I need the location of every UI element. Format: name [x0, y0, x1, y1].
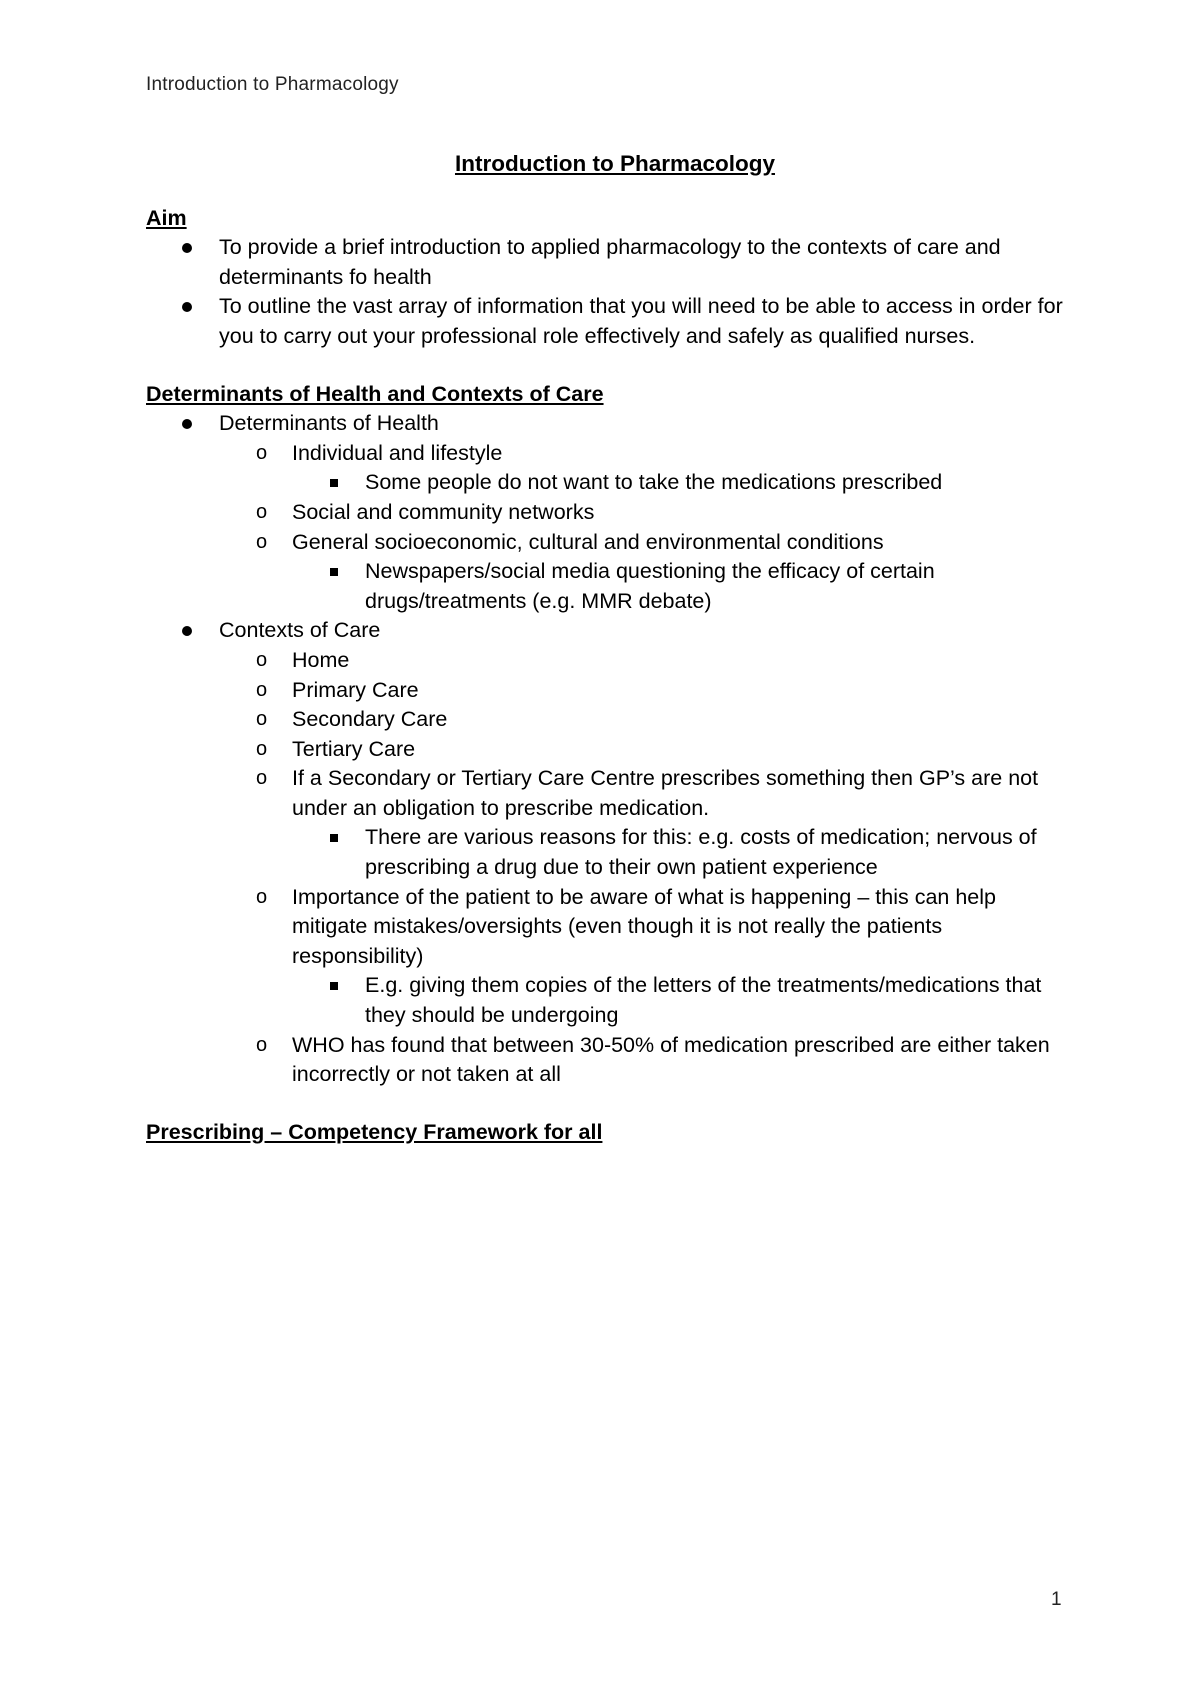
list-item	[146, 646, 1076, 676]
list-item-text: There are various reasons for this: e.g. costs of medication; nervous of prescribing a drug due to their own patient experience	[365, 825, 1037, 880]
bullet-icon	[182, 626, 192, 636]
contexts-of-care-list	[146, 1031, 1076, 1090]
list-item	[146, 292, 1076, 351]
list-item-text: WHO has found that between 30-50% of medication prescribed are either taken incorrectly or not taken at all	[292, 1032, 1050, 1087]
page-number: 1	[1051, 1589, 1062, 1610]
list-item	[146, 1031, 1076, 1090]
list-item-text: Newspapers/social media questioning the efficacy of certain drugs/treatments (e.g. MMR debate)	[365, 559, 935, 613]
page-title: Introduction to Pharmacology	[454, 151, 775, 176]
list-item	[146, 616, 1076, 646]
health-determinants-list	[146, 498, 1076, 557]
list-item	[146, 409, 1076, 439]
prescribing-heading: Prescribing – Competency Framework for all	[146, 1119, 603, 1144]
contexts-of-care-list	[146, 646, 1076, 824]
circle-bullet-icon: o	[256, 1033, 268, 1056]
list-item	[146, 735, 1076, 765]
list-item-text: Importance of the patient to be aware of what is happening – this can help mitigate mistakes/oversights (even though it is not really the patients responsibility)	[292, 884, 996, 968]
circle-bullet-icon: o	[256, 767, 268, 790]
list-item	[146, 823, 1076, 882]
list-item	[146, 705, 1076, 735]
aim-heading: Aim	[146, 205, 187, 230]
square-bullet-icon	[330, 479, 338, 487]
bullet-icon	[182, 419, 192, 429]
aim-list	[146, 233, 1076, 351]
list-item	[146, 233, 1076, 292]
bullet-icon	[182, 302, 192, 312]
spacer	[146, 1090, 1076, 1118]
list-item-text: General socioeconomic, cultural and environmental conditions	[292, 529, 884, 554]
list-item	[146, 468, 1076, 498]
spacer	[146, 352, 1076, 380]
contexts-list	[146, 616, 1076, 646]
determinants-list	[146, 409, 1076, 439]
sub-list	[146, 557, 1076, 616]
sub-list	[146, 971, 1076, 1030]
list-item-text: To outline the vast array of information that you will need to be able to access in order for you to carry out your professional role effectively and safely as qualified nurses.	[219, 294, 1063, 348]
list-item-text: If a Secondary or Tertiary Care Centre prescribes something then GP’s are not under an obligation to prescribe medication.	[292, 766, 1039, 820]
health-determinants-list	[146, 439, 1076, 469]
circle-bullet-icon: o	[256, 678, 268, 701]
square-bullet-icon	[330, 834, 338, 842]
contexts-of-care-list	[146, 883, 1076, 972]
list-item-text: Secondary Care	[292, 707, 448, 732]
list-item	[146, 498, 1076, 528]
sub-list	[146, 823, 1076, 882]
circle-bullet-icon: o	[256, 737, 268, 760]
list-item-text: Determinants of Health	[219, 411, 439, 436]
bullet-icon	[182, 243, 192, 253]
list-item-text: E.g. giving them copies of the letters of the treatments/medications that they should be undergoing	[365, 973, 1042, 1028]
list-item	[146, 439, 1076, 469]
list-item-text: Primary Care	[292, 677, 419, 702]
list-item-text: Some people do not want to take the medications prescribed	[365, 470, 943, 495]
list-item	[146, 883, 1076, 972]
list-item	[146, 528, 1076, 558]
document-body	[146, 149, 1076, 1147]
circle-bullet-icon: o	[256, 530, 268, 553]
list-item-text: Home	[292, 647, 350, 672]
running-header: Introduction to Pharmacology	[146, 74, 399, 95]
circle-bullet-icon: o	[256, 500, 268, 523]
list-item	[146, 971, 1076, 1030]
circle-bullet-icon: o	[256, 648, 268, 671]
list-item-text: To provide a brief introduction to applied pharmacology to the contexts of care and determinants fo health	[219, 235, 1001, 289]
square-bullet-icon	[330, 982, 338, 990]
circle-bullet-icon: o	[256, 441, 268, 464]
circle-bullet-icon: o	[256, 885, 268, 908]
circle-bullet-icon: o	[256, 708, 268, 731]
list-item	[146, 764, 1076, 823]
list-item	[146, 557, 1076, 616]
determinants-heading: Determinants of Health and Contexts of Care	[146, 381, 604, 406]
list-item-text: Individual and lifestyle	[292, 440, 503, 465]
list-item-text: Tertiary Care	[292, 736, 416, 761]
list-item-text: Social and community networks	[292, 499, 595, 524]
sub-list	[146, 468, 1076, 498]
list-item-text: Contexts of Care	[219, 618, 381, 643]
square-bullet-icon	[330, 568, 338, 576]
list-item	[146, 676, 1076, 706]
